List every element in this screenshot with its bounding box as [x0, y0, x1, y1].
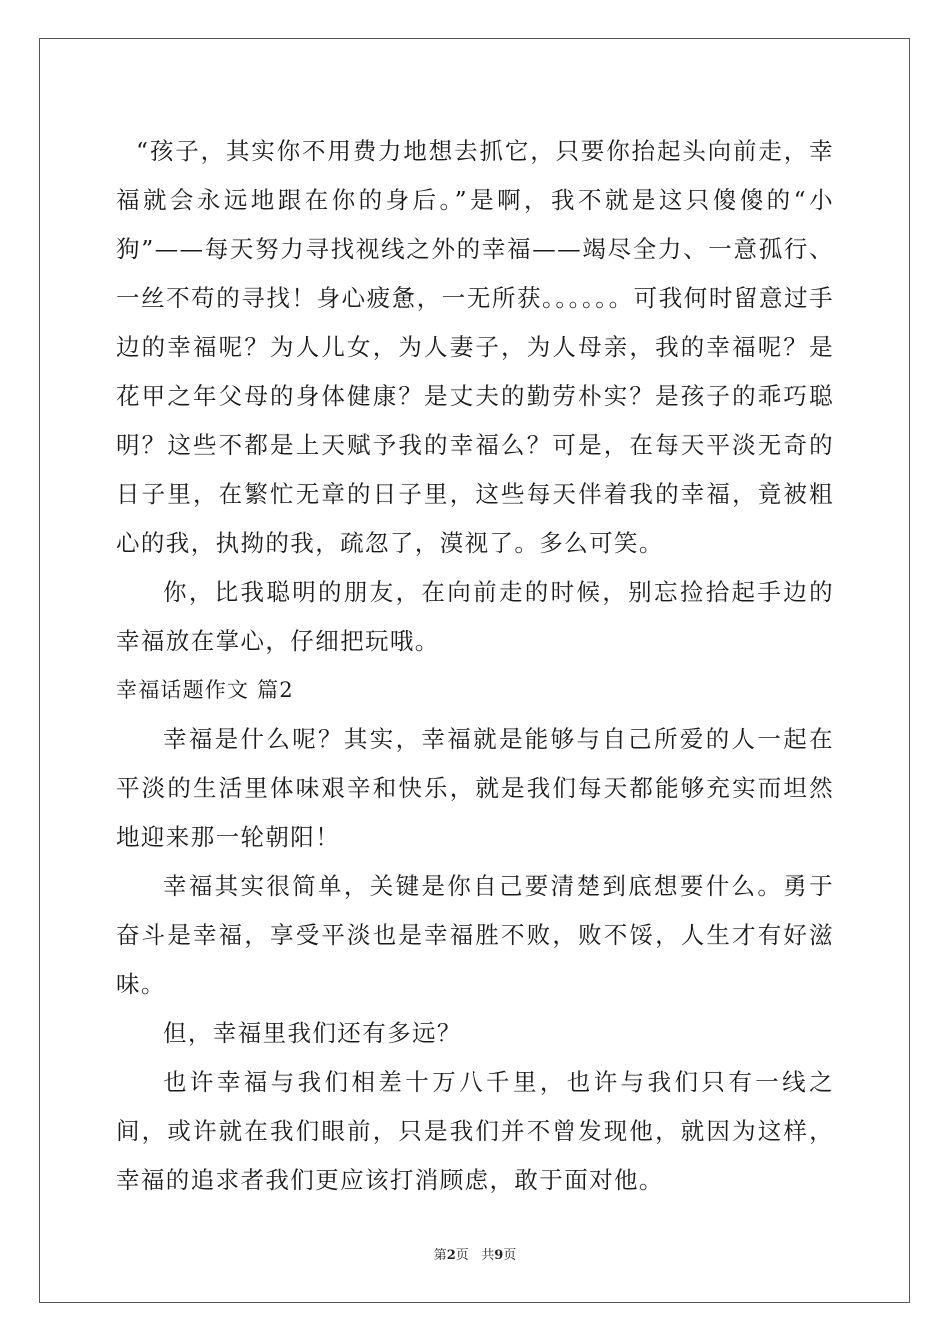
- footer-prefix: 第: [433, 1248, 447, 1263]
- paragraph-6: 也许幸福与我们相差十万八千里，也许与我们只有一线之间，或许就在我们眼前，只是我们并不曾发现他，就因为这样，幸福的追求者我们更应该打消顾虑，敢于面对他。: [116, 1068, 834, 1194]
- footer-page-unit: 页: [455, 1248, 469, 1263]
- section-heading: 幸福话题作文 篇2: [116, 678, 294, 702]
- current-page-number: 2: [446, 1248, 456, 1263]
- paragraph-2: 你，比我聪明的朋友，在向前走的时候，别忘捡拾起手边的幸福放在掌心，仔细把玩哦。: [116, 578, 834, 655]
- paragraph-5: 但，幸福里我们还有多远？: [163, 1019, 462, 1047]
- document-body: [116, 127, 834, 1205]
- footer-total-unit: 页: [503, 1248, 517, 1263]
- page-footer: [0, 1247, 950, 1265]
- footer-total-prefix: 共: [481, 1248, 495, 1263]
- paragraph-1: “孩子，其实你不用费力地想去抓它，只要你抬起头向前走，幸福就会永远地跟在你的身后。”是啊，我不就是这只傻傻的“小狗”——每天努力寻找视线之外的幸福——竭尽全力、一意孤行、一丝不苟的寻找！身心疲惫，一无所获。。。。。。可我何时留意过手边的幸福呢？为人儿女，为人妻子，为人母亲，我的幸福呢？是花甲之年父母的身体健康？是丈夫的勤劳朴实？是孩子的乖巧聪明？这些不都是上天赋予我的幸福么？可是，在每天平淡无奇的日子里，在繁忙无章的日子里，这些每天伴着我的幸福，竟被粗心的我，执拗的我，疏忽了，漠视了。多么可笑。: [116, 137, 834, 557]
- paragraph-3: 幸福是什么呢？其实，幸福就是能够与自己所爱的人一起在平淡的生活里体味艰辛和快乐，就是我们每天都能够充实而坦然地迎来那一轮朝阳！: [116, 725, 834, 851]
- total-pages-number: 9: [494, 1248, 504, 1263]
- paragraph-4: 幸福其实很简单，关键是你自己要清楚到底想要什么。勇于奋斗是幸福，享受平淡也是幸福胜不败，败不馁，人生才有好滋味。: [116, 872, 834, 998]
